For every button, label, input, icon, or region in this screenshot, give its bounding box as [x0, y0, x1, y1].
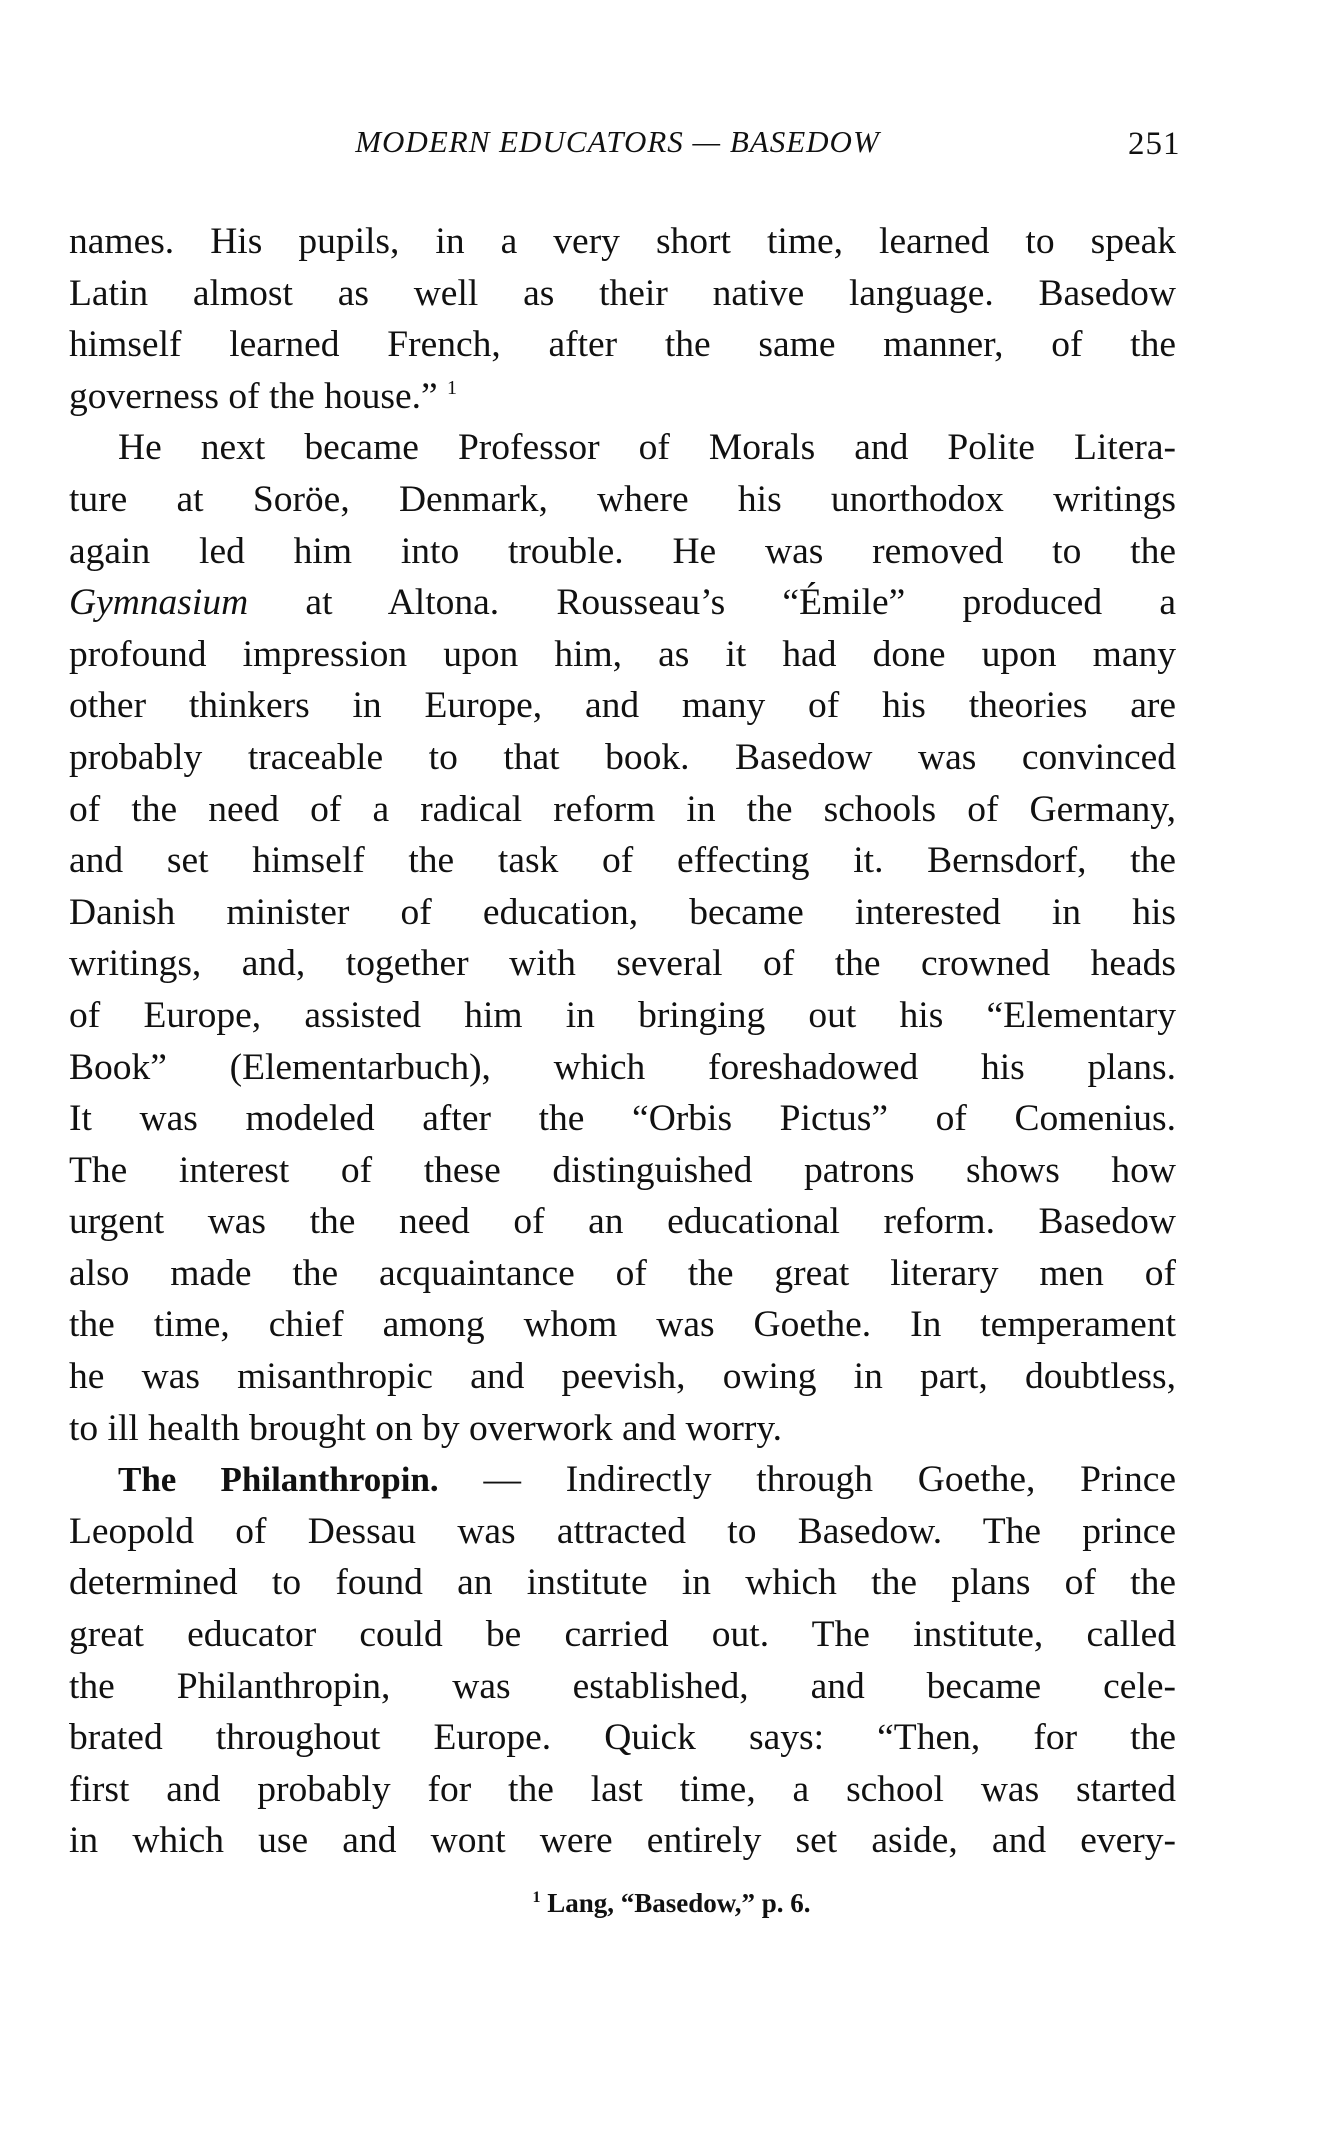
text-line [69, 1403, 1176, 1455]
text-segment: also made the acquaintance of the great literary men of [69, 1252, 1176, 1294]
text-segment: great educator could be carried out. The institute, called [69, 1614, 1176, 1656]
footnote-reference: 1 [447, 376, 458, 399]
text-segment: ture at Soröe, Denmark, where his unorthodox writings [69, 478, 1176, 520]
text-segment: to ill health brought on by overwork and worry. [69, 1407, 783, 1449]
text-segment: brated throughout Europe. Quick says: “Then, for the [69, 1717, 1176, 1759]
text-line [69, 1506, 1176, 1558]
text-line [69, 1454, 1176, 1506]
text-segment: He next became Professor of Morals and Polite Litera- [118, 427, 1176, 469]
text-line [69, 784, 1176, 836]
text-segment: It was modeled after the “Orbis Pictus” of Comenius. [69, 1098, 1176, 1140]
text-segment: at Altona. Rousseau’s “Émile” produced a [248, 582, 1176, 624]
text-segment: urgent was the need of an educational reform. Basedow [69, 1201, 1176, 1243]
text-segment: of the need of a radical reform in the schools of Germany, [69, 788, 1176, 830]
text-line [69, 1248, 1176, 1300]
text-segment: first and probably for the last time, a school was started [69, 1768, 1176, 1810]
text-line [69, 835, 1176, 887]
text-line [69, 1764, 1176, 1816]
running-title: MODERN EDUCATORS — BASEDOW [355, 124, 880, 159]
footnote [0, 1888, 1343, 1919]
text-segment: Gymnasium [69, 582, 249, 624]
text-segment: — Indirectly through Goethe, Prince [438, 1459, 1176, 1501]
text-segment: names. His pupils, in a very short time, learned to speak [69, 221, 1176, 262]
text-line [69, 990, 1176, 1042]
text-segment: and set himself the task of effecting it. Bernsdorf, the [69, 840, 1176, 882]
text-line [69, 474, 1176, 526]
footnote-marker: 1 [532, 1889, 541, 1906]
text-segment: Leopold of Dessau was attracted to Basedow. The prince [69, 1510, 1176, 1552]
text-segment: in which use and wont were entirely set aside, and every- [69, 1820, 1176, 1862]
text-line [69, 577, 1176, 629]
text-line [69, 938, 1176, 990]
text-segment: again led him into trouble. He was removed to the [69, 530, 1176, 572]
body-text [69, 216, 1176, 1867]
text-line [69, 371, 1176, 423]
text-segment: writings, and, together with several of the crowned heads [69, 943, 1176, 985]
text-line [69, 1712, 1176, 1764]
text-segment: of Europe, assisted him in bringing out his “Elementary [69, 994, 1176, 1036]
text-segment: Danish minister of education, became interested in his [69, 891, 1176, 933]
text-segment: other thinkers in Europe, and many of his theories are [69, 685, 1176, 727]
text-segment: governess of the house.” [69, 375, 448, 417]
text-line [69, 1093, 1176, 1145]
text-line [69, 1661, 1176, 1713]
text-line [69, 1299, 1176, 1351]
footnote-text: Lang, “Basedow,” p. 6. [540, 1888, 811, 1918]
text-line [69, 526, 1176, 578]
text-line [69, 887, 1176, 939]
text-segment: he was misanthropic and peevish, owing in part, doubtless, [69, 1356, 1176, 1398]
text-line [69, 268, 1176, 320]
text-segment: Book” (Elementarbuch), which foreshadowed his plans. [69, 1046, 1176, 1088]
text-segment: The interest of these distinguished patrons shows how [69, 1149, 1176, 1191]
text-segment: profound impression upon him, as it had done upon many [69, 633, 1176, 675]
text-line [69, 216, 1176, 268]
text-line [69, 1351, 1176, 1403]
text-segment: himself learned French, after the same manner, of the [69, 324, 1176, 366]
text-line [69, 1145, 1176, 1197]
text-line [69, 422, 1176, 474]
text-segment: the Philanthropin, was established, and became cele- [69, 1665, 1176, 1707]
section-heading: The Philanthropin. [118, 1460, 439, 1500]
text-line [69, 680, 1176, 732]
text-segment: determined to found an institute in which the plans of the [69, 1562, 1176, 1604]
text-segment: the time, chief among whom was Goethe. In temperament [69, 1304, 1176, 1346]
text-line [69, 629, 1176, 681]
text-line [69, 1609, 1176, 1661]
text-line [69, 1042, 1176, 1094]
text-line [69, 1815, 1176, 1867]
page-number: 251 [1128, 126, 1181, 162]
text-segment: probably traceable to that book. Basedow was convinced [69, 736, 1176, 778]
text-line [69, 732, 1176, 784]
text-line [69, 1557, 1176, 1609]
text-segment: Latin almost as well as their native language. Basedow [69, 272, 1176, 314]
text-line [69, 1196, 1176, 1248]
text-line [69, 319, 1176, 371]
